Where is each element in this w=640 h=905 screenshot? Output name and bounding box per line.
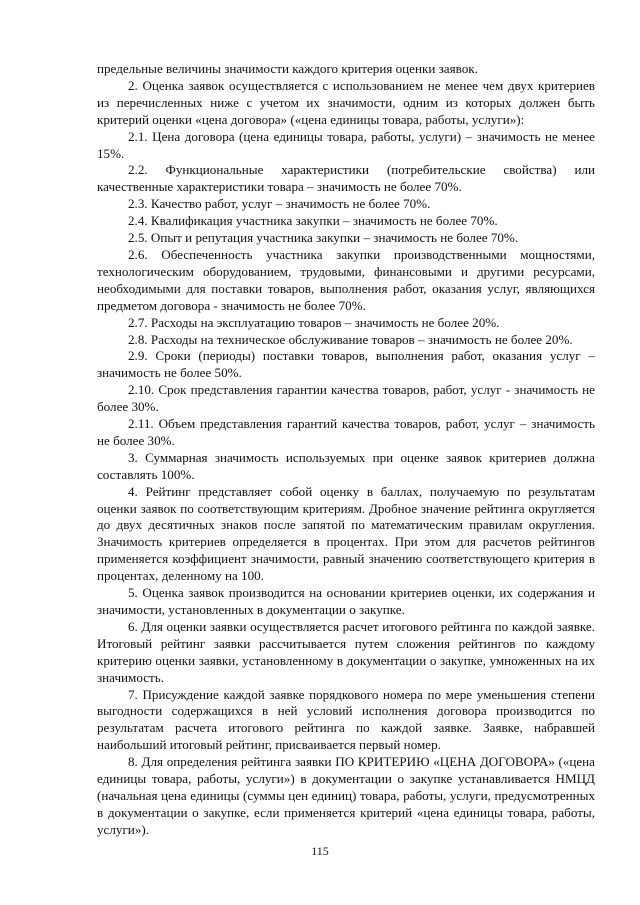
paragraph-2-10: 2.10. Срок представления гарантии качества товаров, работ, услуг - значимость не более 30%.	[97, 382, 595, 415]
paragraph-2-11: 2.11. Объем представления гарантий качества товаров, работ, услуг – значимость не более 30%.	[97, 416, 595, 448]
paragraph-2-6: 2.6. Обеспеченность участника закупки производственными мощностями, технологическим оборудованием, трудовыми, финансовыми и другими ресурсами, необходимыми для поставки товаров, выполнения работ, оказания услуг, являющихся предметом договора - значимость не более 70%.	[97, 246, 595, 313]
paragraph-4: 4. Рейтинг представляет собой оценку в баллах, получаемую по результатам оценки заявок по соответствующим критериям. Дробное значение рейтинга округляется до двух десятичных знаков после запятой по математическим правилам округления. Значимость критериев определяется в процентах. При этом для расчетов рейтингов применяется коэффициент значимости, равный значению соответствующего критерия в процентах, деленному на 100.	[97, 483, 595, 584]
paragraph-2-4: 2.4. Квалификация участника закупки – значимость не более 70%.	[128, 213, 498, 229]
paragraph-5: 5. Оценка заявок производится на основании критериев оценки, их содержания и значимости, установленных в документации о закупке.	[97, 585, 595, 617]
paragraph-2-7: 2.7. Расходы на эксплуатацию товаров – значимость не более 20%.	[128, 314, 500, 330]
page-number: 115	[311, 844, 329, 858]
paragraph-7: 7. Присуждение каждой заявке порядкового номера по мере уменьшения степени выгодности содержащихся в ней условий исполнения договора производится по результатам расчета итогового рейтинга по каждой заявке. Заявке, набравшей наибольший итоговый рейтинг, присваивается первый номер.	[97, 686, 595, 753]
paragraph-2-5: 2.5. Опыт и репутация участника закупки – значимость не более 70%.	[128, 230, 519, 246]
paragraph-2-8: 2.8. Расходы на техническое обслуживание товаров – значимость не более 20%.	[128, 331, 573, 347]
paragraph-2-3: 2.3. Качество работ, услуг – значимость не более 70%.	[128, 196, 431, 212]
paragraph-8: 8. Для определения рейтинга заявки ПО КРИТЕРИЮ «ЦЕНА ДОГОВОРА» («цена единицы товара, работы, услуги») в документации о закупке устанавливается НМЦД (начальная цена единицы (суммы цен единиц) товара, работы, услуги, предусмотренных в документации о закупке, если применяется критерий «цена единицы товара, работы, услуги»).	[97, 754, 595, 837]
paragraph-6: 6. Для оценки заявки осуществляется расчет итогового рейтинга по каждой заявке. Итоговый рейтинг заявки рассчитывается путем сложения рейтингов по каждому критерию оценки заявки, установленному в документации о закупке, умноженных на их значимость.	[97, 618, 595, 685]
paragraph-2-1: 2.1. Цена договора (цена единицы товара, работы, услуги) – значимость не менее 15%.	[97, 128, 595, 161]
paragraph-intro-continuation: предельные величины значимости каждого критерия оценки заявок.	[97, 61, 478, 76]
paragraph-2: 2. Оценка заявок осуществляется с использованием не менее чем двух критериев из перечисленных ниже с учетом их значимости, одним из которых должен быть критерий оценки «цена договора» («цена единицы товара, работы, услуги»):	[97, 77, 595, 127]
paragraph-3: 3. Суммарная значимость используемых при оценке заявок критериев должна составлять 100%.	[97, 449, 595, 482]
document-body	[97, 61, 595, 839]
paragraph-2-2: 2.2. Функциональные характеристики (потребительские свойства) или качественные характеристики товара – значимость не более 70%.	[97, 162, 595, 195]
paragraph-2-9: 2.9. Сроки (периоды) поставки товаров, выполнения работ, оказания услуг – значимость не более 50%.	[97, 348, 595, 381]
